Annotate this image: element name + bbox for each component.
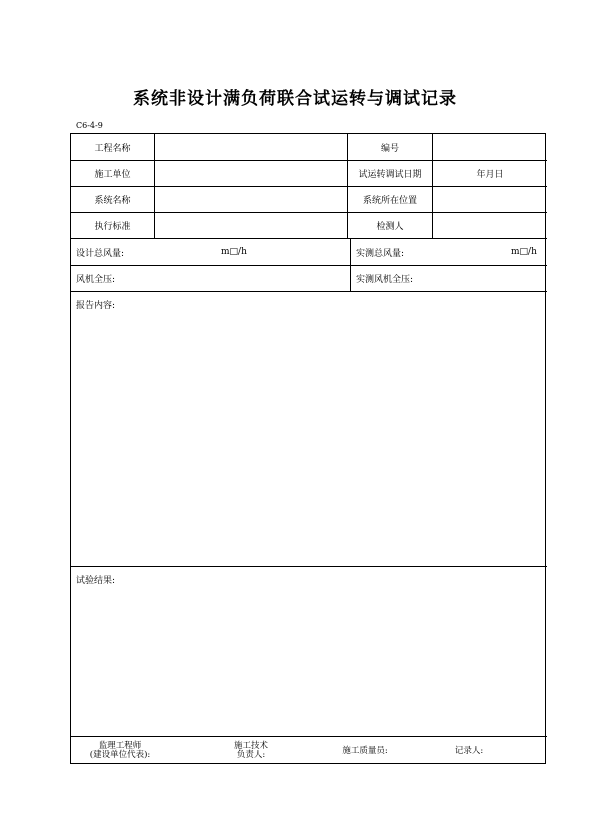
- number-field[interactable]: [432, 134, 547, 160]
- test-date-field[interactable]: 年月日: [432, 160, 547, 186]
- result-label: 试验结果:: [76, 576, 116, 586]
- report-label: 报告内容:: [76, 301, 116, 311]
- supervisor-label-line1: 监理工程师: [98, 741, 142, 751]
- tech-lead-label-line2: 负责人:: [236, 750, 266, 760]
- supervisor-label-line2: (建设单位代表):: [89, 750, 151, 760]
- construction-unit-field[interactable]: [154, 160, 347, 186]
- system-name-field[interactable]: [154, 186, 347, 212]
- quality-inspector-label: 施工质量员:: [342, 746, 388, 756]
- measured-airflow-cell[interactable]: [350, 238, 547, 265]
- design-airflow-cell[interactable]: [71, 238, 350, 265]
- standard-label: 执行标准: [71, 212, 154, 238]
- form-code: C6-4-9: [76, 121, 103, 130]
- project-name-field[interactable]: [154, 134, 347, 160]
- tech-lead-signature[interactable]: [226, 742, 276, 760]
- quality-inspector-signature[interactable]: [335, 747, 395, 756]
- supervisor-signature[interactable]: [80, 742, 160, 760]
- construction-unit-label: 施工单位: [71, 160, 154, 186]
- test-result-area[interactable]: [71, 566, 547, 736]
- report-content-area[interactable]: [71, 291, 547, 566]
- measured-fan-pressure-label: 实测风机全压:: [356, 275, 414, 285]
- tech-lead-label-line1: 施工技术: [233, 741, 268, 751]
- recorder-signature[interactable]: [449, 747, 489, 756]
- recorder-label: 记录人:: [454, 746, 484, 756]
- inspector-field[interactable]: [432, 212, 547, 238]
- inspector-label: 检测人: [347, 212, 432, 238]
- measured-fan-pressure-cell[interactable]: [350, 265, 547, 291]
- system-location-label: 系统所在位置: [347, 186, 432, 212]
- standard-field[interactable]: [154, 212, 347, 238]
- system-name-label: 系统名称: [71, 186, 154, 212]
- design-airflow-label: 设计总风量:: [76, 248, 125, 259]
- fan-pressure-cell[interactable]: [71, 265, 350, 291]
- design-airflow-unit: m□/h: [221, 247, 247, 257]
- measured-airflow-unit: m□/h: [511, 247, 537, 257]
- project-name-label: 工程名称: [94, 143, 131, 154]
- number-label: 编号: [347, 134, 432, 160]
- record-form: [70, 133, 546, 764]
- signature-row: [71, 736, 547, 765]
- measured-airflow-label: 实测总风量:: [356, 248, 405, 259]
- fan-pressure-label: 风机全压:: [76, 275, 116, 285]
- system-location-field[interactable]: [432, 186, 547, 212]
- page-title: 系统非设计满负荷联合试运转与调试记录: [133, 89, 457, 109]
- test-date-label: 试运转调试日期: [347, 160, 432, 186]
